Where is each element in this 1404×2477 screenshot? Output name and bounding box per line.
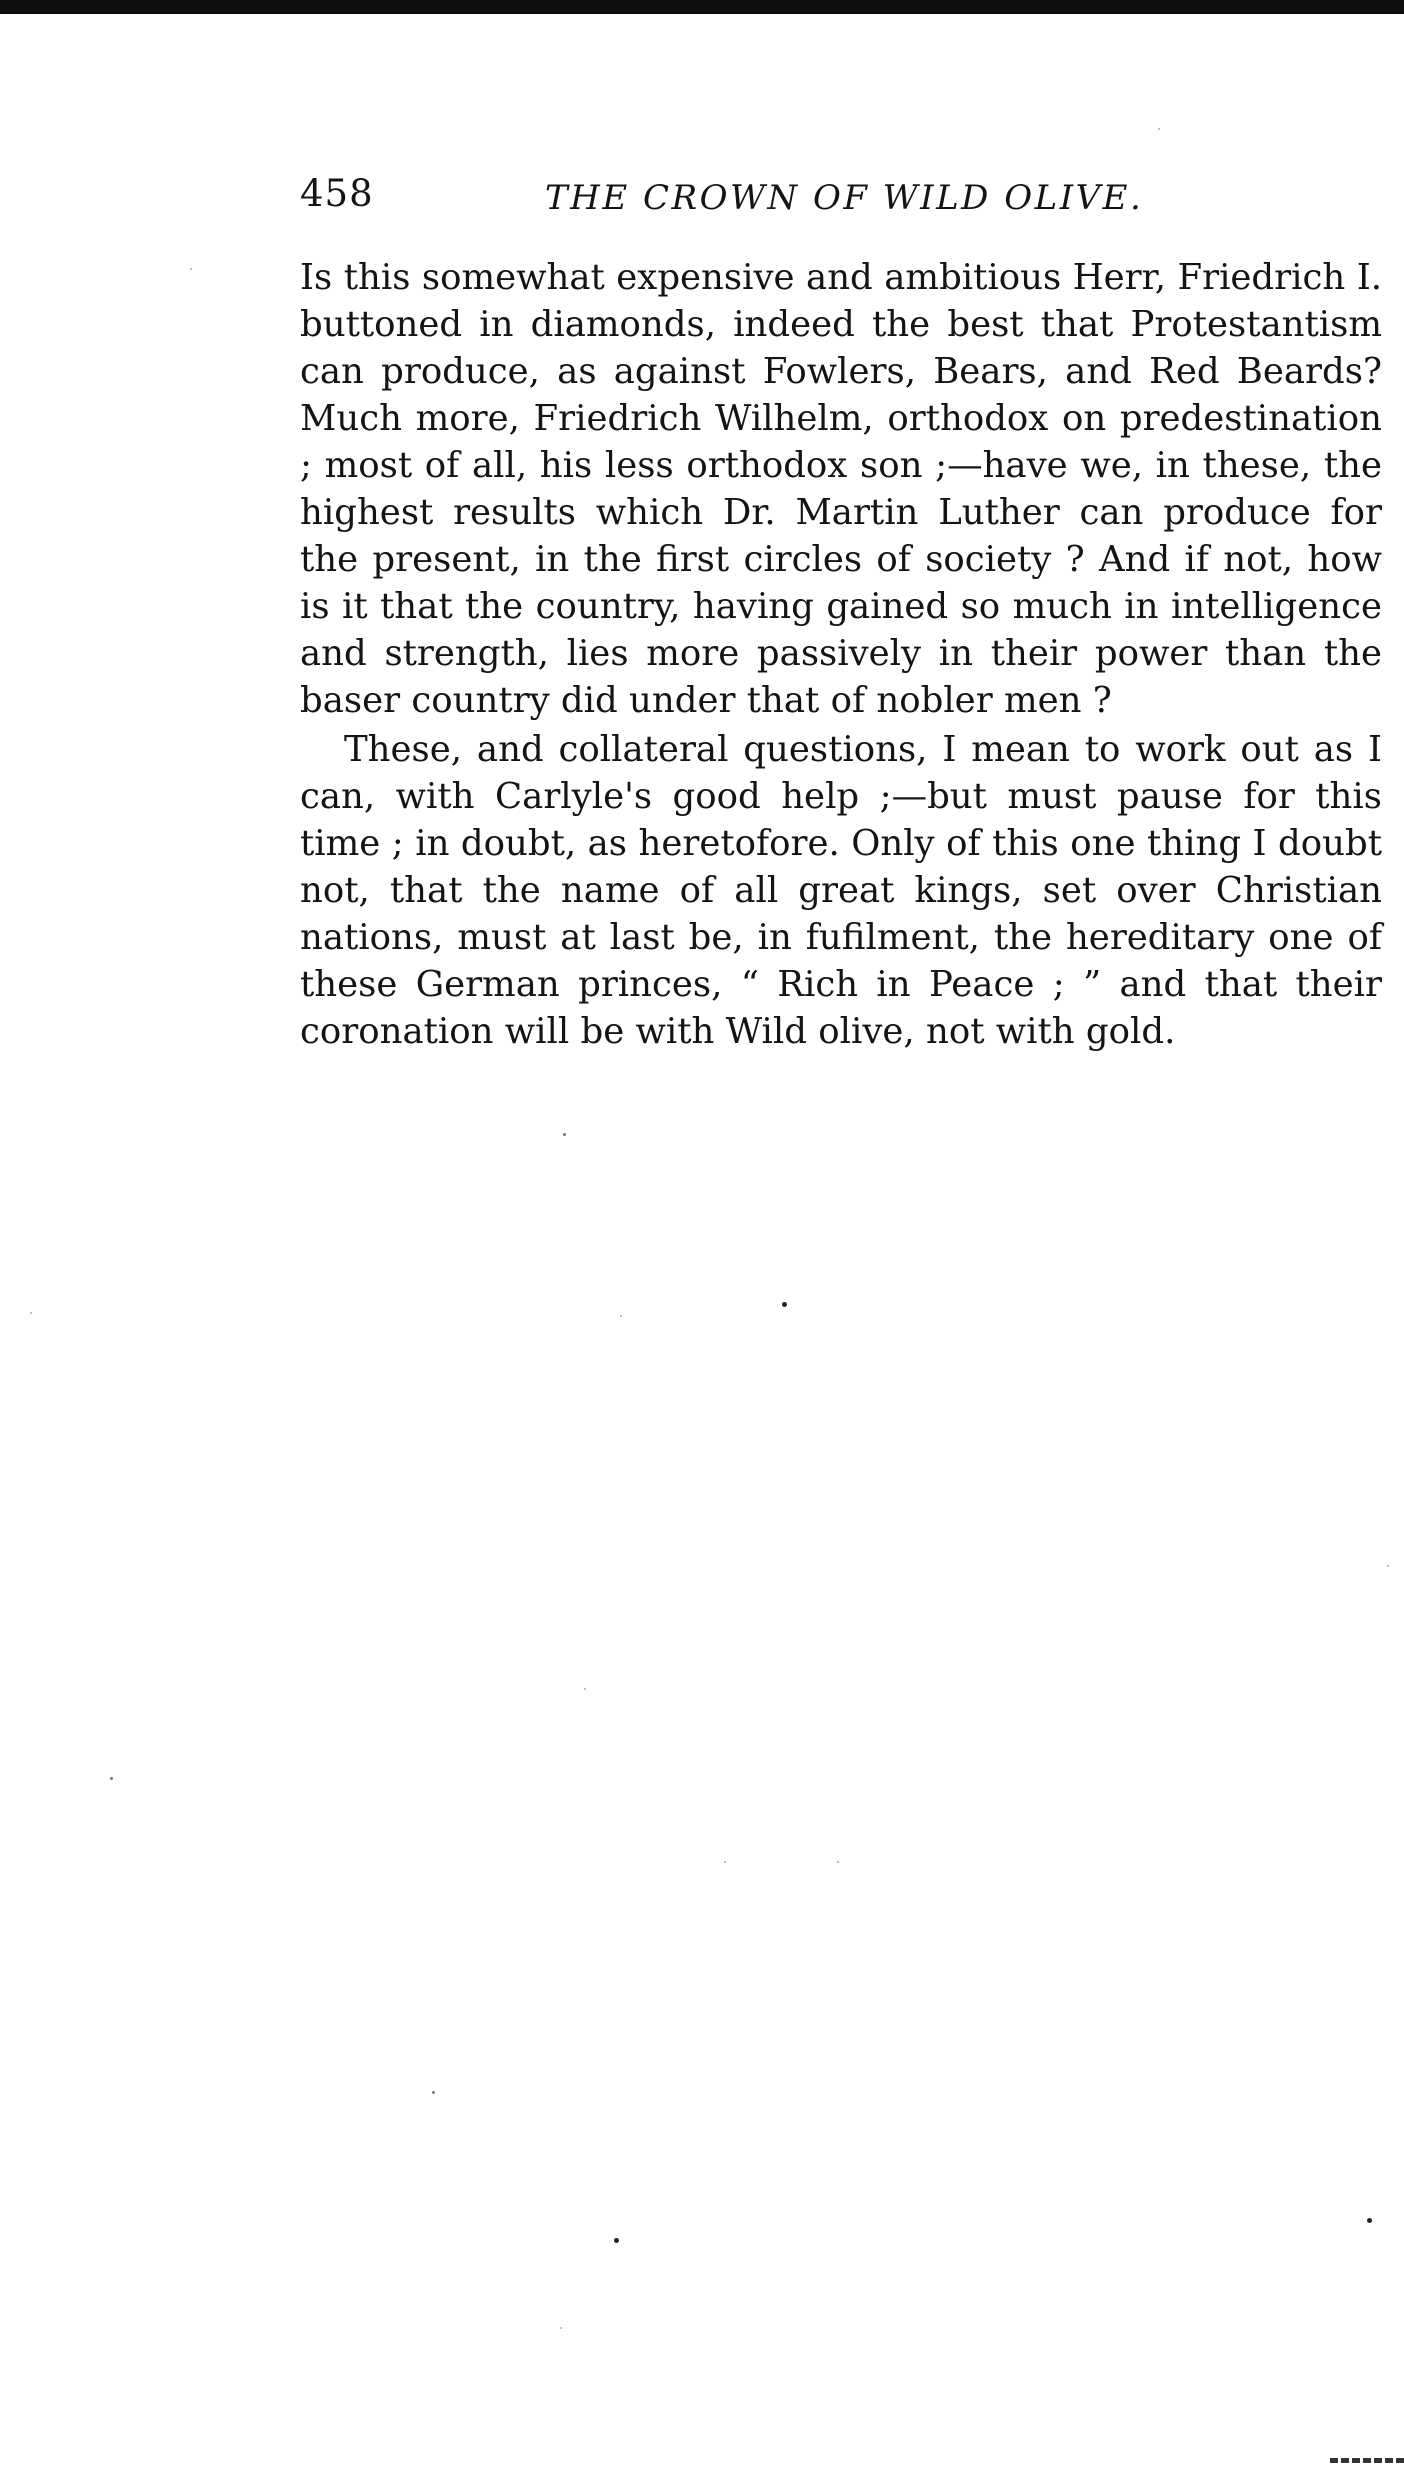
scan-speck bbox=[1387, 1565, 1389, 1567]
scan-corner-mark bbox=[1330, 2458, 1404, 2463]
running-title: THE CROWN OF WILD OLIVE. bbox=[545, 178, 1144, 218]
scan-speck bbox=[614, 2238, 619, 2243]
page-header bbox=[300, 172, 1385, 228]
scan-speck bbox=[620, 1315, 622, 1317]
scan-speck bbox=[190, 268, 192, 270]
paragraph-1: Is this somewhat expensive and ambitious Herr, Friedrich I. buttoned in diamonds, indeed the best that Protestantism can produce, as against Fowlers, Bears, and Red Beards? Much more, Friedrich Wilhelm, orthodox on predestination ; most of all, his less orthodox son ;—have we, in these, the highest results which Dr. Martin Luther can produce for the present, in the first circles of society ? And if not, how is it that the country, having gained so much in intelligence and strength, lies more passively in their power than the baser country did under that of nobler men ? bbox=[300, 257, 1382, 721]
scan-speck bbox=[1158, 128, 1160, 130]
body-text bbox=[300, 254, 1382, 1055]
scan-speck bbox=[837, 1861, 839, 1863]
scan-speck bbox=[432, 2091, 435, 2094]
scan-speck bbox=[110, 1777, 113, 1780]
paragraph-2: These, and collateral questions, I mean to work out as I can, with Carlyle's good help ;—but must pause for this time ; in doubt, as heretofore. Only of this one thing I doubt not, that the name of all great kings, set over Christian nations, must at last be, in fufilment, the hereditary one of these German princes, “ Rich in Peace ; ” and that their coronation will be with Wild olive, not with gold. bbox=[300, 729, 1382, 1052]
scan-speck bbox=[560, 2327, 562, 2329]
scan-speck bbox=[724, 1861, 726, 1863]
scan-speck bbox=[1367, 2218, 1372, 2223]
scan-speck bbox=[584, 1688, 586, 1690]
page-number: 458 bbox=[300, 172, 374, 215]
scan-speck bbox=[30, 1312, 32, 1314]
scan-speck bbox=[563, 1133, 566, 1136]
scan-speck bbox=[782, 1302, 787, 1307]
scan-top-edge bbox=[0, 0, 1404, 14]
